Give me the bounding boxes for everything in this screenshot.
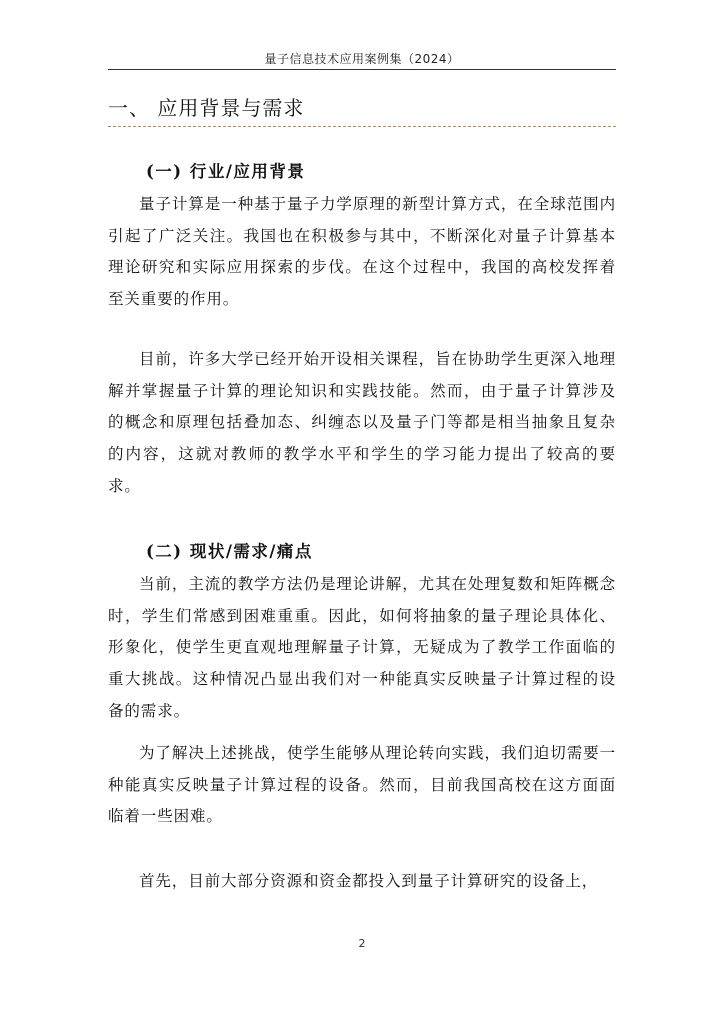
page-number: 2 <box>358 937 366 950</box>
section-heading-rule <box>108 126 616 127</box>
paragraph-device-need: 为了解决上述挑战，使学生能够从理论转向实践，我们迫切需要一种能真实反映量子计算过程的设备。然而，目前我国高校在这方面面临着一些困难。 <box>108 744 616 826</box>
subsection-heading-status-needs: (二) 现状/需求/痛点 <box>146 542 313 561</box>
header-rule <box>108 69 616 70</box>
subsection-heading-background: (一) 行业/应用背景 <box>146 162 306 181</box>
section-heading: 一、 应用背景与需求 <box>108 96 305 120</box>
running-header: 量子信息技术应用案例集（2024） <box>264 52 460 66</box>
paragraph-teaching-challenges: 当前，主流的教学方法仍是理论讲解，尤其在处理复数和矩阵概念时，学生们常感到困难重重。因此，如何将抽象的量子理论具体化、形象化，使学生更直观地理解量子计算，无疑成为了教学工作面临的重大挑战。这种情况凸显出我们对一种能真实反映量子计算过程的设备的需求。 <box>108 575 616 720</box>
paragraph-university-courses: 目前，许多大学已经开始开设相关课程，旨在协助学生更深入地理解并掌握量子计算的理论知识和实践技能。然而，由于量子计算涉及的概念和原理包括叠加态、纠缠态以及量子门等都是相当抽象且复杂的内容，这就对教师的教学水平和学生的学习能力提出了较高的要求。 <box>108 350 616 495</box>
paragraph-first-point: 首先，目前大部分资源和资金都投入到量子计算研究的设备上， <box>139 872 599 890</box>
paragraph-quantum-computing-intro: 量子计算是一种基于量子力学原理的新型计算方式，在全球范围内引起了广泛关注。我国也在积极参与其中，不断深化对量子计算基本理论研究和实际应用探索的步伐。在这个过程中，我国的高校发挥着至关重要的作用。 <box>108 195 616 309</box>
